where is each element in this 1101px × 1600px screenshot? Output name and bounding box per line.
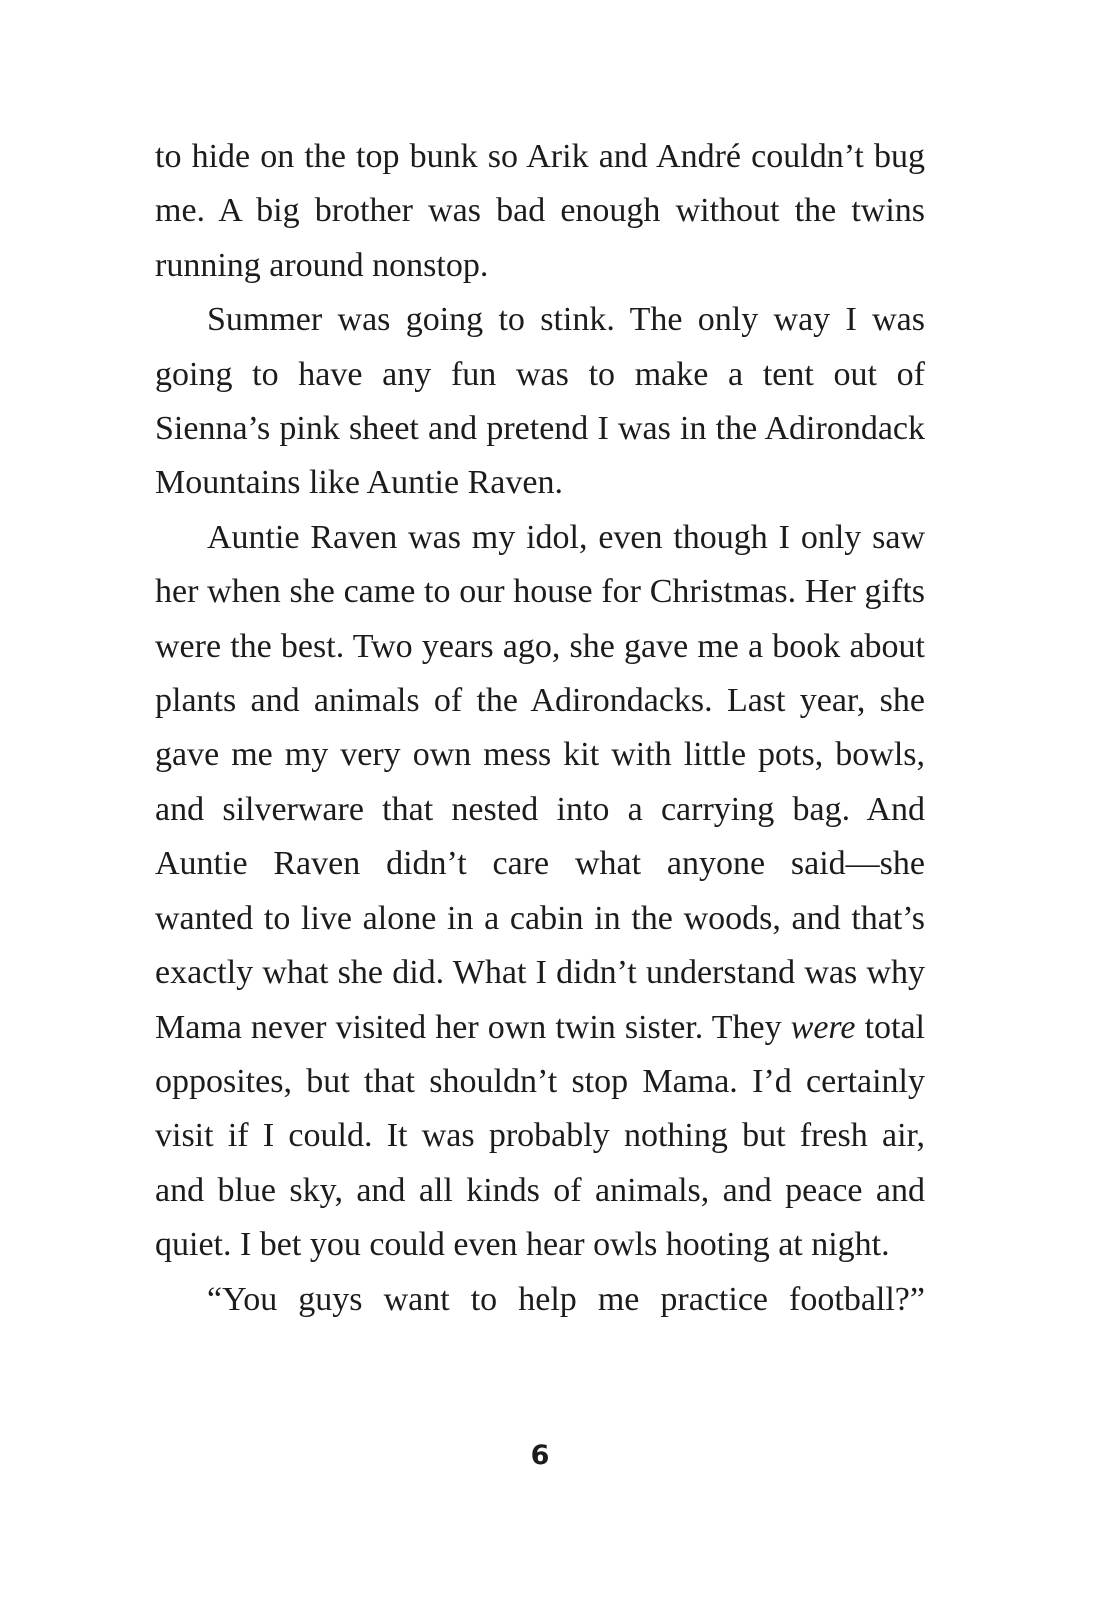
paragraph-1 <box>155 130 925 293</box>
page-number: 6 <box>530 1440 550 1471</box>
paragraph-2 <box>155 293 925 511</box>
body-text <box>155 130 925 1327</box>
paragraph-1-text: to hide on the top bunk so Arik and André couldn’t bug me. A big brother was bad enough without the twins running around nonstop. <box>155 138 925 284</box>
paragraph-4 <box>155 1273 925 1327</box>
paragraph-3 <box>155 511 925 1273</box>
paragraph-4-text: “You guys want to help me practice football?” <box>207 1280 925 1318</box>
paragraph-3-text-a: Auntie Raven was my idol, even though I only saw her when she came to our house for Christmas. Her gifts were the best. Two years ago, she gave me a book about plants and animals of the Adirondacks. Last year, she gave me my very own mess kit with little pots, bowls, and silverware that nested into a carrying bag. And Auntie Raven didn’t care what anyone said—she wanted to live alone in a cabin in the woods, and that’s exactly what she did. What I didn’t understand was why Mama never visited her own twin sister. They <box>155 518 925 1046</box>
paragraph-3-text-b: total opposites, but that shouldn’t stop Mama. I’d certainly visit if I could. It was probably nothing but fresh air, and blue sky, and all kinds of animals, and peace and quiet. I bet you could even hear owls hooting at night. <box>155 1008 926 1264</box>
emphasis-were: were <box>790 1008 856 1046</box>
paragraph-2-text: Summer was going to stink. The only way I was going to have any fun was to make a tent out of Sienna’s pink sheet and pretend I was in the Adirondack Mountains like Auntie Raven. <box>155 301 925 502</box>
